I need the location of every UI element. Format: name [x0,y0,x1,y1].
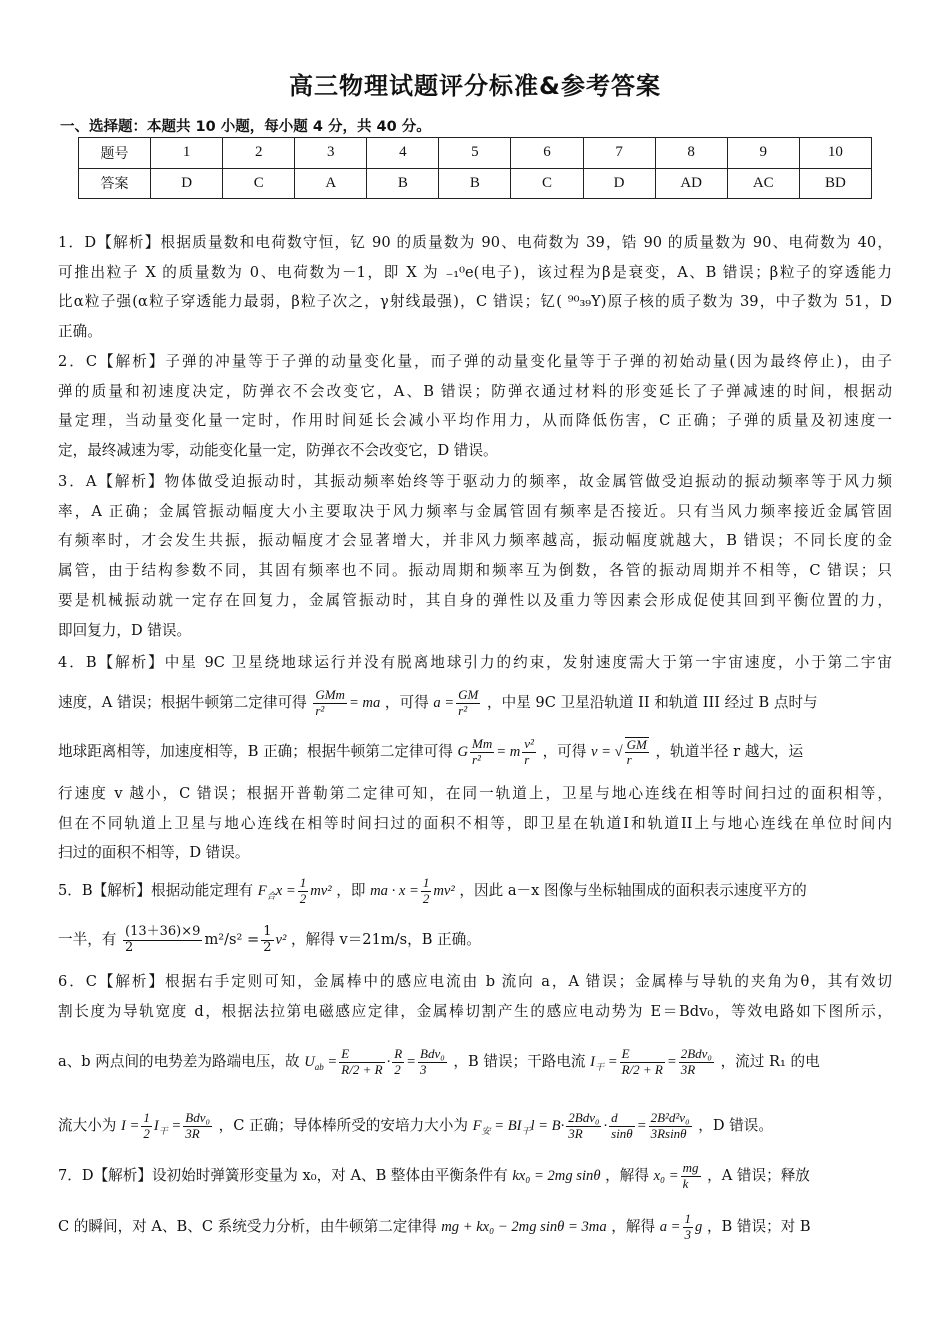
text-line: 即回复力，D 错误。 [58,621,192,639]
formula-fraction: $\frac{1}{2}$ [299,875,307,906]
answer-cell: D [151,168,223,199]
formula-text: $I_干$ = [590,1054,618,1072]
text-run: C 的瞬间，对 A、B、C 系统受力分析，由牛顿第二定律得 [58,1218,437,1235]
formula-fraction: $\frac{1}{2}$ [422,875,430,906]
text-line: 要是机械振动就一定存在回复力，金属管振动时，其自身的弹性以及重力等因素会形成促使其回到平衡位置的力， [58,591,892,609]
formula-fraction: $\frac{mg}{k}$ [682,1160,699,1191]
formula-fraction: $\frac{GM}{\text{r²}}$ [458,687,479,718]
explanation-4-rest [58,779,892,868]
answer-cell: AC [727,168,799,199]
text-run: 5．B【解析】根据动能定理有 [58,882,254,899]
text-line: 弹的质量和初速度决定，防弹衣不会改变它，A、B 错误；防弹衣通过材料的形变延长了子弹减速的时间，根据动 [58,382,892,400]
formula-text: · [386,1054,391,1070]
explanation-1 [58,228,892,347]
text-line: 正确。 [58,323,102,341]
answer-cell: C [223,168,295,199]
formula-fraction: $\frac{1}{2}$ [263,924,272,955]
text-line: 4．B【解析】中星 9C 卫星绕地球运行并没有脱离地球引力的约束，发射速度需大于第一宇宙速度，小于第二宇宙 [58,654,892,671]
text-line: 可推出粒子 X 的质量数为 0、电荷数为－1，即 X 为 ₋₁⁰e(电子)，该过程为β是衰变，A、B 错误；β粒子的穿透能力 [58,263,892,281]
text-run: ，D 错误。 [698,1117,773,1134]
text-run: 一半，有 [58,931,117,948]
answer-cell: A [295,168,367,199]
formula-text: a = [659,1219,681,1235]
formula-text: = [636,1118,647,1134]
explanation-3 [58,467,892,645]
explanation-6 [58,967,892,1026]
text-run: ，B 错误；对 B [706,1218,811,1235]
text-run: ，流过 R₁ 的电 [720,1053,820,1070]
formula-text: x₀ = [653,1168,679,1184]
formula-text: mv² [433,883,455,899]
text-run: ，因此 a－x 图像与坐标轴围成的面积表示速度平方的 [459,882,807,899]
formula-fraction: $\frac{\text{2Bdv₀}}{3R}$ [568,1110,600,1141]
text-run: ，中星 9C 卫星沿轨道 II 和轨道 III 经过 B 点时与 [487,694,818,711]
formula-text: = [406,1054,417,1070]
formula-fraction: $\frac{E}{R/2 + R}$ [621,1046,663,1077]
table-row [79,138,872,169]
formula-fraction: $\frac{Mm}{\text{r²}}$ [472,736,493,767]
text-run: ，可得 [542,743,587,760]
formula-text: kx₀ = 2mg sinθ [512,1168,601,1184]
formula-fraction: $\frac{\text{Bdv₀}}{3}$ [420,1046,445,1077]
text-line: 行速度 v 越小，C 错误；根据开普勒第二定律可知，在同一轨道上，卫星与地心连线在相等时间扫过的面积相等， [58,785,892,802]
formula-text: $I_干$ = [153,1118,182,1136]
answer-cell: C [511,168,583,199]
text-run: ，解得 v＝21m/s，B 正确。 [291,931,481,948]
question-number: 5 [439,138,511,169]
question-number: 6 [511,138,583,169]
explanation-4-formula-line-2 [58,734,892,770]
text-run: ，B 错误；干路电流 [453,1053,586,1070]
answer-cell: D [583,168,655,199]
formula-fraction: $\frac{d}{\sin\theta}$ [611,1110,633,1141]
explanation-6-formula-line-2 [58,1104,892,1153]
formula-fraction: $\frac{(13+36)\times 9}{2}$ [125,924,201,955]
explanation-2 [58,347,892,466]
answer-table [78,137,872,199]
text-run: ，解得 [611,1218,656,1235]
answer-cell: B [439,168,511,199]
question-number: 7 [583,138,655,169]
text-line: 2．C【解析】子弹的冲量等于子弹的动量变化量，而子弹的动量变化量等于子弹的初始动量(因为最终停止)，由子 [58,353,892,370]
answer-cell: BD [799,168,871,199]
formula-fraction: $\frac{E}{R/2 + R}$ [341,1046,383,1077]
table-row [79,168,872,199]
formula-text: ma · x = [370,883,419,899]
formula-text: v² [275,932,287,948]
text-line: 3．A【解析】物体做受迫振动时，其振动频率始终等于驱动力的频率，故金属管做受迫振动的振动频率等于风力频 [58,473,892,490]
section-heading: 一、选择题：本题共 10 小题，每小题 4 分，共 40 分。 [60,119,431,135]
text-run: ，解得 [605,1167,649,1184]
formula-text: $F_安 = BI_干l = B\cdot$ [472,1118,565,1136]
formula-text: = ma [348,695,381,711]
formula-text: m²/s² = [204,931,260,948]
question-number: 1 [151,138,223,169]
formula-text: v = √ [591,744,623,760]
text-line: 割长度为导轨宽度 d，根据法拉第电磁感应定律，金属棒切割产生的感应电动势为 E＝Bdv₀，等效电路如下图所示， [58,1002,892,1020]
answer-cell: AD [655,168,727,199]
text-line: 率，A 正确；金属管振动幅度大小主要取决于风力频率与金属管固有频率是否接近。只有当风力频率接近金属管固 [58,502,892,520]
formula-text: mg + kx₀ − 2mg sinθ = 3ma [441,1219,607,1235]
formula-text: = [666,1054,677,1070]
explanation-4-formula-line-1 [58,685,892,721]
text-run: 速度，A 错误；根据牛顿第二定律可得 [58,694,307,711]
formula-fraction: $\frac{1}{3}$ [684,1211,692,1242]
question-number: 4 [367,138,439,169]
question-number: 2 [223,138,295,169]
formula-fraction: $\frac{\text{2B²d²v₀}}{3Rsin\theta}$ [650,1110,690,1141]
text-line: 扫过的面积不相等，D 错误。 [58,844,250,862]
formula-fraction: $\frac{\text{2Bdv₀}}{3R}$ [680,1046,712,1077]
explanation-7-line-1 [58,1156,892,1196]
explanation-5-line-1 [58,873,892,914]
formula-fraction: $\frac{\text{GMm}}{\text{r²}}$ [315,687,345,718]
formula-text: $F_合x$ = [257,883,296,901]
text-line: 有频率时，才会发生共振，振动幅度才会显著增大，并非风力频率越高，振动幅度就越大，B 错误；不同长度的金 [58,532,892,550]
text-line: 1．D【解析】根据质量数和电荷数守恒，钇 90 的质量数为 90、电荷数为 39，锆 90 的质量数为 90、电荷数为 40， [58,234,892,251]
formula-text: I = [121,1118,140,1134]
formula-text: = m [496,744,521,760]
formula-text: G [457,744,468,760]
question-number: 3 [295,138,367,169]
text-run: ，A 错误；释放 [707,1167,810,1184]
formula-text: $U_{ab}$ = [304,1054,338,1072]
row-label: 答案 [79,168,151,199]
formula-fraction: $\frac{\text{v²}}{r}$ [524,736,534,767]
formula-fraction: $\frac{1}{2}$ [143,1110,150,1141]
text-run: 地球距离相等，加速度相等，B 正确；根据牛顿第二定律可得 [58,743,453,760]
question-number: 8 [655,138,727,169]
text-run: a、b 两点间的电势差为路端电压，故 [58,1053,300,1070]
formula-text: · [603,1118,608,1134]
page-title: 高三物理试题评分标准&参考答案 [289,72,661,100]
question-number: 9 [727,138,799,169]
row-label: 题号 [79,138,151,169]
text-line: 定，最终减速为零，动能变化量一定，防弹衣不会改变它，D 错误。 [58,442,498,460]
text-run: ，即 [336,882,366,899]
text-run: 7．D【解析】设初始时弹簧形变量为 x₀，对 A、B 整体由平衡条件有 [58,1167,508,1184]
answer-cell: B [367,168,439,199]
text-run: ，C 正确；导体棒所受的安培力大小为 [218,1117,468,1134]
formula-text: a = [433,695,455,711]
formula-fraction: $\frac{R}{2}$ [394,1046,403,1077]
text-line: 属管，由于结构参数不同，其固有频率也不同。振动周期和频率互为倒数，各管的振动周期并不相等，C 错误；只 [58,562,892,580]
text-line: 但在不同轨道上卫星与地心连线在相等时间扫过的面积不相等，即卫星在轨道I和轨道II上与地心连线在单位时间内 [58,814,892,832]
formula-text: mv² [310,883,332,899]
text-run: ，轨道半径 r 越大，运 [655,743,804,760]
explanation-4 [58,648,892,678]
formula-fraction: $\frac{\text{Bdv₀}}{3R}$ [185,1110,211,1141]
explanation-6-formula-line-1 [58,1040,892,1089]
formula-fraction: $\frac{GM}{r}$ [626,736,647,767]
question-number: 10 [799,138,871,169]
formula-text: g [695,1219,703,1235]
text-line: 比α粒子强(α粒子穿透能力最弱，β粒子次之，γ射线最强)，C 错误；钇( ⁹⁰₃₉Y)原子核的质子数为 39，中子数为 51，D [58,293,892,311]
text-run: ，可得 [384,694,429,711]
explanation-5-line-2 [58,922,892,958]
text-line: 6．C【解析】根据右手定则可知，金属棒中的感应电流由 b 流向 a，A 错误；金属棒与导轨的夹角为θ，其有效切 [58,973,892,990]
text-run: 流大小为 [58,1117,117,1134]
explanation-7-line-2 [58,1207,892,1247]
text-line: 量定理，当动量变化量一定时，作用时间延长会减小平均作用力，从而降低伤害，C 正确；子弹的质量及初速度一 [58,412,892,430]
